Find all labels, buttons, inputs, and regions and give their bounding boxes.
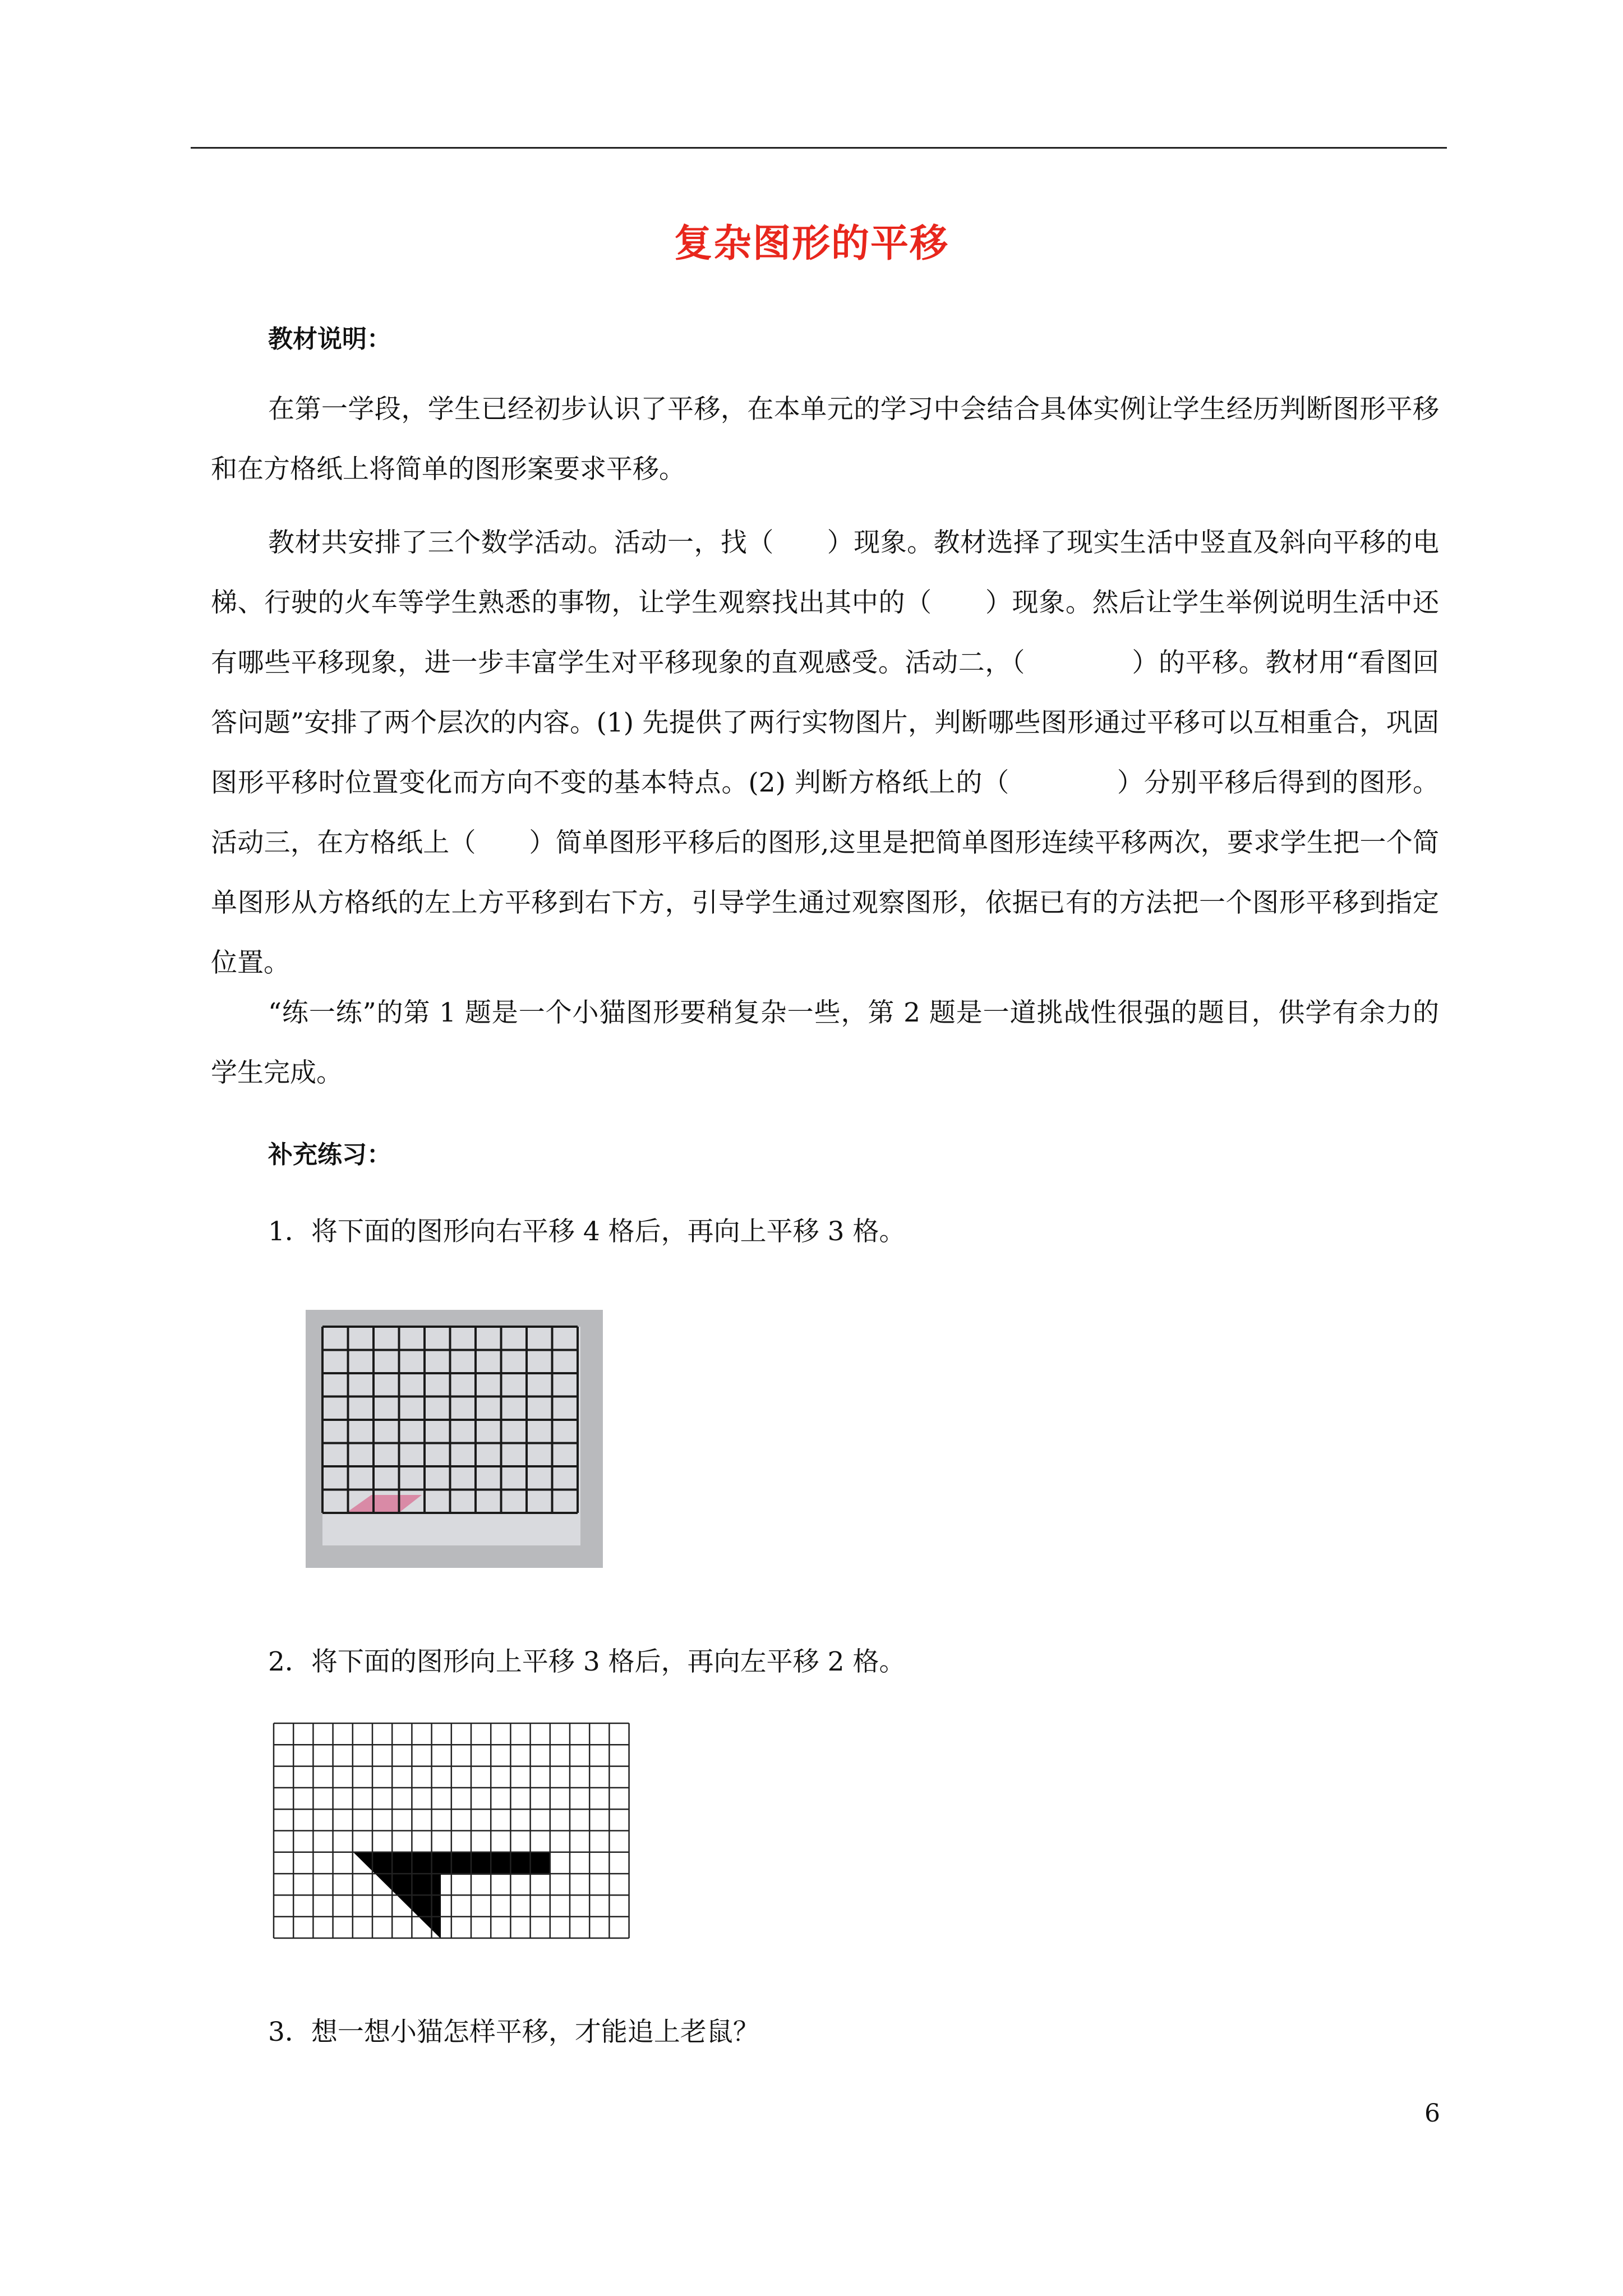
question-2: 2．将下面的图形向上平移 3 格后，再向左平移 2 格。 bbox=[268, 1646, 906, 1677]
paragraph-1: 在第一学段，学生已经初步认识了平移，在本单元的学习中会结合具体实例让学生经历判断图形平移和在方格纸上将简单的图形案要求平移。 bbox=[211, 394, 1439, 485]
figure-1-grid bbox=[306, 1310, 603, 1568]
section-heading-exercises: 补充练习： bbox=[268, 1140, 391, 1169]
question-1: 1．将下面的图形向右平移 4 格后，再向上平移 3 格。 bbox=[268, 1216, 906, 1247]
paragraph-2: 教材共安排了三个数学活动。活动一，找（ ）现象。教材选择了现实生活中竖直及斜向平移的电梯、行驶的火车等学生熟悉的事物，让学生观察找出其中的（ ）现象。然后让学生举例说明生活中还有哪些平移现象，进一步丰富学生对平移现象的直观感受。活动二，（ ）的平移。教材用“看图回答问题”安排了两个层次的内容。(1) 先提供了两行实物图片，判断哪些图形通过平移可以互相重合，巩固图形平移时位置变化而方向不变的基本特点。(2) 判断方格纸上的（ ）分别平移后得到的图形。活动三，在方格纸上（ ）简单图形平移后的图形,这里是把简单图形连续平移两次，要求学生把一个简单图形从方格纸的左上方平移到右下方，引导学生通过观察图形，依据已有的方法把一个图形平移到指定位置。 bbox=[211, 527, 1439, 978]
question-3: 3．想一想小猫怎样平移，才能追上老鼠？ bbox=[268, 2017, 759, 2047]
page-number: 6 bbox=[1424, 2099, 1440, 2128]
paragraph-3: “练一练”的第 1 题是一个小猫图形要稍复杂一些，第 2 题是一道挑战性很强的题目，供学有余力的学生完成。 bbox=[211, 997, 1439, 1088]
figure-2-grid bbox=[273, 1722, 631, 1941]
header-rule bbox=[191, 147, 1447, 149]
page-title: 复杂图形的平移 bbox=[674, 222, 949, 266]
section-heading-textbook: 教材说明： bbox=[268, 325, 391, 353]
